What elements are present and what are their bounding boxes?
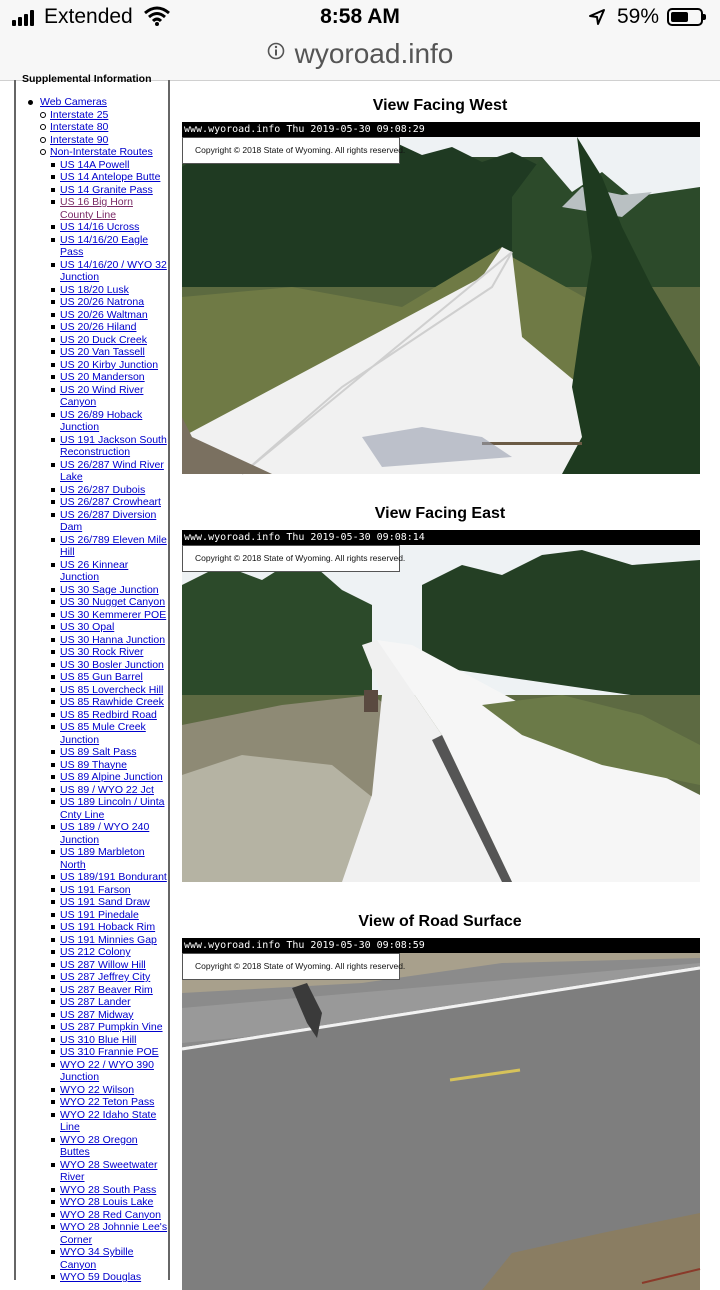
battery-icon	[667, 8, 703, 26]
list-item	[50, 634, 168, 647]
list-item	[50, 1009, 168, 1022]
list-item	[50, 371, 168, 384]
list-item	[50, 671, 168, 684]
sidebar-item-route[interactable]: US 26/789 Eleven Mile Hill	[60, 533, 167, 558]
clock: 8:58 AM	[320, 5, 400, 28]
list-item	[50, 584, 168, 597]
sidebar-item-route[interactable]: US 191 Sand Draw	[60, 896, 150, 908]
sidebar-item-route[interactable]: US 18/20 Lusk	[60, 283, 129, 296]
carrier-name: Extended	[44, 5, 133, 28]
camera-heading-west: View Facing West	[372, 97, 508, 114]
list-item	[50, 1221, 168, 1246]
list-item	[50, 1046, 168, 1059]
sidebar-item-route[interactable]: WYO 28 Johnnie Lee's Corner	[60, 1221, 168, 1246]
sidebar-nav	[14, 73, 170, 1283]
list-item	[50, 496, 168, 509]
list-item	[50, 621, 168, 634]
sidebar-item-route[interactable]: US 20 Wind River Canyon	[60, 383, 144, 408]
sidebar-item-route[interactable]: US 85 Lovercheck Hill	[60, 683, 164, 696]
sidebar-item-route[interactable]: WYO 59 Douglas	[60, 1271, 142, 1283]
non-interstate-routes-link[interactable]: Non-Interstate Routes	[50, 146, 153, 158]
sidebar-item-route[interactable]: US 85 Gun Barrel	[60, 671, 143, 683]
sidebar-item-interstate[interactable]: Interstate 90	[50, 133, 109, 146]
list-item	[50, 884, 168, 897]
list-item	[50, 921, 168, 934]
sidebar-item-route[interactable]: WYO 28 Sweetwater River	[60, 1158, 158, 1183]
list-item	[50, 346, 168, 359]
list-item	[50, 1059, 168, 1084]
camera-image-west[interactable]	[182, 122, 700, 474]
sidebar-item-route[interactable]: US 287 Pumpkin Vine	[60, 1021, 163, 1033]
camera-scene-east	[182, 545, 700, 882]
sidebar-item-route[interactable]: US 189 Lincoln / Uinta Cnty Line	[60, 796, 165, 821]
web-cameras-link[interactable]: Web Cameras	[40, 96, 107, 108]
camera-scene-west	[182, 137, 700, 474]
sidebar-item-route[interactable]: US 30 Sage Junction	[60, 583, 159, 596]
location-arrow-icon	[588, 8, 606, 26]
sidebar-item-route[interactable]: US 191 Pinedale	[60, 908, 139, 921]
list-item	[50, 284, 168, 297]
sidebar-item-route[interactable]: US 189/191 Bondurant	[60, 871, 167, 883]
sidebar-item-route[interactable]: US 310 Frannie POE	[60, 1046, 159, 1058]
sidebar-item-route[interactable]: US 191 Jackson South Reconstruction	[60, 433, 167, 458]
list-item	[50, 971, 168, 984]
sidebar-item-interstate[interactable]: Interstate 80	[50, 121, 109, 133]
list-item	[50, 459, 168, 484]
list-item	[50, 1271, 168, 1284]
list-item	[50, 1196, 168, 1209]
sidebar-item-route[interactable]: US 191 Farson	[60, 883, 131, 896]
sidebar-item-route[interactable]: US 89 Salt Pass	[60, 746, 137, 758]
list-item	[50, 259, 168, 284]
sidebar-item-route[interactable]: US 30 Bosler Junction	[60, 658, 164, 671]
route-list	[50, 159, 168, 1284]
camera-scene-road-surface	[182, 953, 700, 1290]
sidebar-item-route[interactable]: US 20 Van Tassell	[60, 346, 145, 358]
sidebar-item-interstate[interactable]: Interstate 25	[50, 108, 109, 121]
list-item	[50, 509, 168, 534]
list-item	[40, 134, 168, 147]
sidebar-item-route[interactable]: US 191 Minnies Gap	[60, 933, 157, 946]
sidebar-list	[24, 96, 168, 1284]
url-display[interactable]	[0, 38, 720, 70]
sidebar-item-route[interactable]: US 20/26 Waltman	[60, 308, 148, 321]
list-item	[50, 484, 168, 497]
list-item	[50, 409, 168, 434]
sidebar-item-route[interactable]: US 14/16/20 Eagle Pass	[60, 233, 149, 258]
copyright-notice: Copyright © 2018 State of Wyoming. All rights reserved.	[182, 545, 400, 572]
sidebar-item-route[interactable]: US 26/287 Crowheart	[60, 496, 161, 508]
sidebar-item-route[interactable]: US 26/287 Dubois	[60, 483, 146, 496]
sidebar-item-route[interactable]: US 20/26 Natrona	[60, 296, 145, 308]
list-item	[50, 1021, 168, 1034]
sidebar-item-route[interactable]: US 20 Kirby Junction	[60, 358, 159, 371]
sidebar-item-route[interactable]: US 30 Hanna Junction	[60, 633, 166, 646]
sidebar-item-route[interactable]: US 30 Nugget Canyon	[60, 596, 166, 608]
camera-image-east[interactable]	[182, 530, 700, 882]
list-item	[50, 1184, 168, 1197]
list-item	[50, 759, 168, 772]
list-item	[50, 1246, 168, 1271]
list-item	[50, 996, 168, 1009]
list-item	[50, 746, 168, 759]
sidebar-item-route[interactable]: US 287 Lander	[60, 996, 131, 1008]
list-item	[50, 221, 168, 234]
list-item	[50, 596, 168, 609]
sidebar-item-route[interactable]: US 191 Hoback Rim	[60, 921, 156, 933]
sidebar-item-route[interactable]: US 14A Powell	[60, 158, 130, 171]
list-item	[50, 821, 168, 846]
list-item	[50, 984, 168, 997]
sidebar-item-route[interactable]: US 14 Antelope Butte	[60, 171, 161, 183]
sidebar-item-route[interactable]: US 189 / WYO 240 Junction	[60, 821, 150, 846]
list-item	[50, 171, 168, 184]
sidebar-item-route[interactable]: WYO 22 Teton Pass	[60, 1096, 155, 1108]
sidebar-item-route[interactable]: US 189 Marbleton North	[60, 846, 145, 871]
sidebar-item-route[interactable]: US 14/16 Ucross	[60, 221, 140, 233]
list-item	[50, 359, 168, 372]
sidebar-item-route[interactable]: US 20 Duck Creek	[60, 333, 147, 346]
status-bar	[0, 0, 720, 36]
list-item	[50, 796, 168, 821]
sidebar-item-route[interactable]: US 30 Opal	[60, 621, 115, 633]
list-item	[50, 609, 168, 622]
list-item	[50, 334, 168, 347]
list-item	[50, 159, 168, 172]
sidebar-item-route[interactable]: US 20/26 Hiland	[60, 321, 137, 333]
list-item	[50, 646, 168, 659]
battery-percent: 59%	[617, 5, 660, 28]
list-item	[50, 896, 168, 909]
copyright-notice: Copyright © 2018 State of Wyoming. All rights reserved.	[182, 953, 400, 980]
sidebar-item-route[interactable]: US 85 Rawhide Creek	[60, 696, 164, 708]
list-item	[50, 946, 168, 959]
list-item	[40, 109, 168, 122]
list-item	[50, 1209, 168, 1222]
list-item	[50, 534, 168, 559]
list-item	[50, 871, 168, 884]
list-item	[50, 184, 168, 197]
sidebar-item-route[interactable]: US 26/287 Diversion Dam	[60, 508, 157, 533]
camera-timestamp: www.wyoroad.info Thu 2019-05-30 09:08:59	[182, 938, 700, 953]
list-item	[50, 846, 168, 871]
sidebar-item-route[interactable]: WYO 28 Oregon Buttes	[60, 1133, 138, 1158]
camera-panel	[172, 80, 720, 1280]
list-item	[40, 146, 168, 1284]
list-item	[50, 1159, 168, 1184]
sidebar-item-route[interactable]: US 14/16/20 / WYO 32 Junction	[60, 258, 167, 283]
sidebar-item-route[interactable]: US 30 Rock River	[60, 646, 144, 658]
list-item	[24, 96, 168, 1284]
sidebar-item-route[interactable]: WYO 34 Sybille Canyon	[60, 1246, 134, 1271]
sidebar-item-route[interactable]: US 287 Beaver Rim	[60, 983, 153, 996]
list-item	[50, 684, 168, 697]
sidebar-item-route[interactable]: US 89 Thayne	[60, 758, 127, 771]
sidebar-item-route[interactable]: US 26 Kinnear Junction	[60, 558, 129, 583]
list-item	[50, 309, 168, 322]
sidebar-item-route[interactable]: WYO 22 Idaho State Line	[60, 1108, 157, 1133]
list-item	[50, 1084, 168, 1097]
list-item	[50, 771, 168, 784]
list-item	[50, 934, 168, 947]
sidebar-item-route[interactable]: WYO 22 Wilson	[60, 1083, 135, 1096]
camera-heading-road-surface: View of Road Surface	[358, 913, 522, 930]
sidebar-item-route[interactable]: US 20 Manderson	[60, 371, 145, 383]
list-item	[50, 721, 168, 746]
sidebar-item-route[interactable]: US 89 / WYO 22 Jct	[60, 783, 154, 796]
sidebar-item-route[interactable]: US 16 Big Horn County Line	[60, 196, 133, 221]
sidebar-item-route[interactable]: US 85 Mule Creek Junction	[60, 721, 146, 746]
list-item	[50, 196, 168, 221]
list-item	[50, 784, 168, 797]
list-item	[50, 709, 168, 722]
sidebar-item-route[interactable]: US 287 Jeffrey City	[60, 971, 151, 983]
sidebar-item-route[interactable]: US 26/89 Hoback Junction	[60, 408, 143, 433]
sidebar-item-route[interactable]: WYO 22 / WYO 390 Junction	[60, 1058, 154, 1083]
sidebar-item-route[interactable]: US 310 Blue Hill	[60, 1033, 137, 1046]
sidebar-item-route[interactable]: US 85 Redbird Road	[60, 708, 157, 721]
sidebar-item-route[interactable]: WYO 28 South Pass	[60, 1183, 157, 1196]
list-item	[50, 321, 168, 334]
sidebar-item-route[interactable]: US 26/287 Wind River Lake	[60, 458, 164, 483]
list-item	[50, 1109, 168, 1134]
list-item	[50, 959, 168, 972]
list-item	[50, 559, 168, 584]
sidebar-item-route[interactable]: US 89 Alpine Junction	[60, 771, 163, 783]
list-item	[50, 296, 168, 309]
sidebar-item-route[interactable]: US 287 Willow Hill	[60, 958, 146, 971]
list-item	[50, 659, 168, 672]
sidebar-item-route[interactable]: US 287 Midway	[60, 1008, 134, 1021]
list-item	[50, 696, 168, 709]
list-item	[50, 234, 168, 259]
url-text: wyoroad.info	[294, 38, 454, 69]
list-item	[50, 909, 168, 922]
camera-timestamp: www.wyoroad.info Thu 2019-05-30 09:08:14	[182, 530, 700, 545]
info-icon[interactable]	[267, 42, 285, 60]
list-item	[40, 121, 168, 134]
camera-category-list	[40, 109, 168, 1284]
sidebar-item-route[interactable]: WYO 28 Red Canyon	[60, 1208, 161, 1221]
sidebar-item-route[interactable]: US 212 Colony	[60, 946, 131, 958]
camera-image-road-surface[interactable]	[182, 938, 700, 1290]
sidebar-item-route[interactable]: US 30 Kemmerer POE	[60, 608, 167, 621]
sidebar-item-route[interactable]: WYO 28 Louis Lake	[60, 1196, 154, 1208]
list-item	[50, 1134, 168, 1159]
sidebar-item-route[interactable]: US 14 Granite Pass	[60, 183, 153, 196]
sidebar-heading: Supplemental Information	[22, 73, 152, 85]
list-item	[50, 1096, 168, 1109]
list-item	[50, 1034, 168, 1047]
copyright-notice: Copyright © 2018 State of Wyoming. All rights reserved.	[182, 137, 400, 164]
list-item	[50, 384, 168, 409]
camera-timestamp: www.wyoroad.info Thu 2019-05-30 09:08:29	[182, 122, 700, 137]
camera-heading-east: View Facing East	[374, 505, 506, 522]
list-item	[50, 434, 168, 459]
